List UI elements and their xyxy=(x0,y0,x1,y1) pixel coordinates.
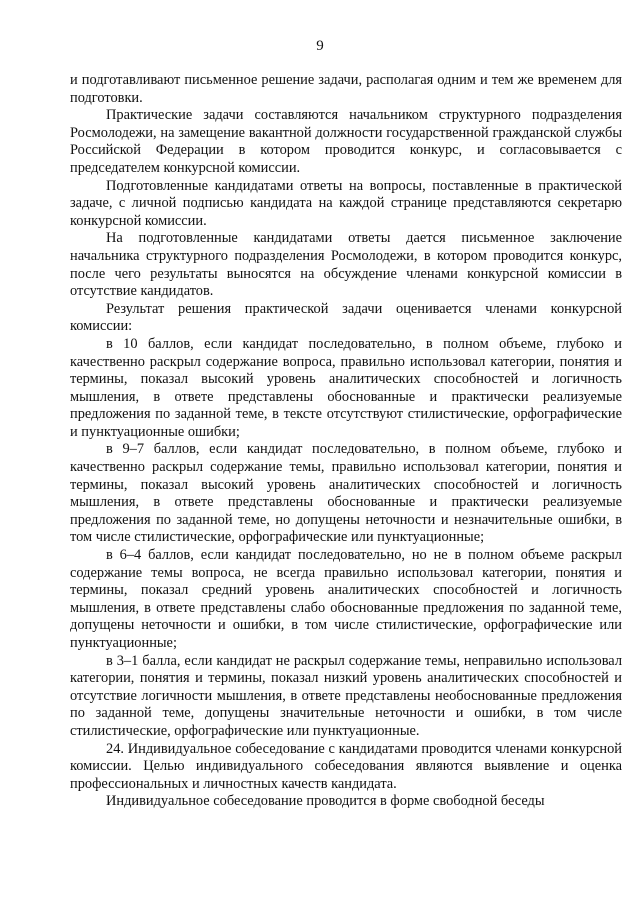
paragraph-interview-form: Индивидуальное собеседование проводится в форме свободной беседы xyxy=(106,793,545,810)
paragraph-score-6-4: в 6–4 баллов, если кандидат последовательно, но не в полном объеме раскрыл содержание темы вопроса, не всегда правильно использовал категории, понятия и термины, показал средний уровень аналитических способностей и логичность мышления, в ответе представлены слабо обоснованные предложения по заданной теме, допущены неточности и ошибки, в том числе стилистические, орфографические или пунктуационные; xyxy=(70,547,622,651)
paragraph-result-evaluation: Результат решения практической задачи оценивается членами конкурсной комиссии: xyxy=(70,300,622,335)
paragraph-written-conclusion: На подготовленные кандидатами ответы дается письменное заключение начальника структурного подразделения Росмолодежи, в котором проводится конкурс, после чего результаты выносятся на обсуждение членами конкурсной комиссии в отсутствие кандидатов. xyxy=(70,230,622,300)
paragraph-score-10: в 10 баллов, если кандидат последовательно, в полном объеме, глубоко и качественно раскрыл содержание вопроса, правильно использовал категории, понятия и термины, показал высокий уровень аналитических способностей и логичность мышления, в ответе представлены обоснованные и практически реализуемые предложения по заданной теме, в тексте отсутствуют стилистические, орфографические и пунктуационные ошибки; xyxy=(70,335,622,440)
paragraph-score-9-7: в 9–7 баллов, если кандидат последовательно, в полном объеме, глубоко и качественно раскрыл содержание темы, правильно использовал категории, понятия и термины, показал высокий уровень аналитических способностей и логичность мышления, в ответе представлены обоснованные и практически реализуемые предложения по заданной теме, но допущены неточности и незначительные ошибки, в том числе стилистические, орфографические или пунктуационные; xyxy=(70,441,622,546)
page-number: 9 xyxy=(316,38,324,54)
paragraph-practical-tasks: Практические задачи составляются начальником структурного подразделения Росмолодежи, на замещение вакантной должности государственной гражданской службы Российской Федерации в котором проводится конкурс, и согласовывается с председателем конкурсной комиссии. xyxy=(70,107,622,176)
paragraph-prepared-answers: Подготовленные кандидатами ответы на вопросы, поставленные в практической задаче, с личной подписью кандидата на каждой странице представляются секретарю конкурсной комиссии. xyxy=(70,177,622,229)
paragraph-continuation: и подготавливают письменное решение задачи, располагая одним и тем же временем для подготовки. xyxy=(70,72,622,106)
document-body xyxy=(70,72,622,811)
paragraph-item-24: 24. Индивидуальное собеседование с кандидатами проводится членами конкурсной комиссии. Целью индивидуального собеседования являются выявление и оценка профессиональных и личностных качеств кандидата. xyxy=(70,740,622,792)
paragraph-score-3-1: в 3–1 балла, если кандидат не раскрыл содержание темы, неправильно использовал категории, понятия и термины, показал низкий уровень аналитических способностей и отсутствие логичности мышления, в ответе представлены необоснованные предложения по заданной теме, допущены значительные неточности и ошибки, в том числе стилистические, орфографические или пунктуационные. xyxy=(70,652,622,739)
